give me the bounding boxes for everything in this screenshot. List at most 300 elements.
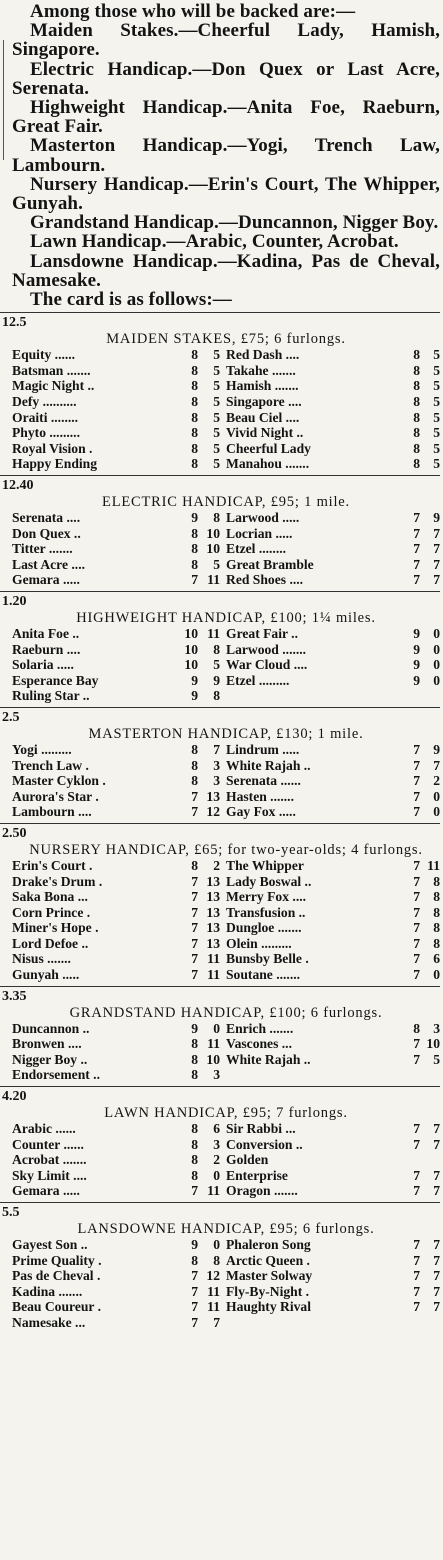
horse-entry — [12, 758, 226, 774]
horse-entry — [12, 1183, 226, 1199]
horse-entry — [226, 378, 440, 394]
weight-stone: 8 — [191, 757, 198, 773]
race-time: 12.40 — [2, 478, 34, 493]
entry-row — [12, 1183, 440, 1199]
horse-entry — [12, 789, 226, 805]
tip-paragraph: Electric Handicap.—Don Quex or Last Acre, Serenata. — [12, 58, 440, 99]
horse-name: Sky Limit .... — [12, 1167, 87, 1183]
horse-name: War Cloud .... — [226, 657, 308, 673]
entry-row — [12, 526, 440, 542]
entry-row — [12, 557, 440, 573]
weight-pounds: 2 — [433, 773, 440, 789]
horse-entry — [226, 557, 440, 573]
weight-stone: 7 — [413, 935, 420, 951]
weight-stone: 8 — [191, 773, 198, 789]
horse-name: Golden — [226, 1152, 269, 1168]
horse-name: Raeburn .... — [12, 641, 81, 657]
horse-name: Equity ...... — [12, 347, 76, 363]
weight-stone: 7 — [413, 857, 420, 873]
race — [2, 1202, 440, 1331]
weight-stone — [402, 1067, 420, 1083]
weight-pounds: 3 — [213, 1067, 220, 1083]
weight-pounds: 13 — [206, 889, 220, 905]
weight-stone: 8 — [191, 1136, 198, 1152]
weight-stone: 8 — [191, 1167, 198, 1183]
race-time: 4.20 — [2, 1089, 27, 1105]
horse-entry — [226, 1315, 440, 1331]
horse-name: Bunsby Belle . — [226, 951, 309, 967]
weight-pounds: 11 — [207, 951, 220, 967]
entry-row — [12, 1152, 440, 1168]
horse-entry — [226, 526, 440, 542]
horse-name: Ruling Star .. — [12, 688, 90, 704]
weight-pounds: 6 — [433, 951, 440, 967]
horse-entry — [226, 626, 440, 642]
horse-name: Kadina ....... — [12, 1283, 83, 1299]
horse-name: Lambourn .... — [12, 804, 92, 820]
weight-stone — [402, 1152, 420, 1168]
weight-stone: 8 — [191, 541, 198, 557]
weight-stone: 7 — [413, 967, 420, 983]
horse-entry — [12, 1021, 226, 1037]
entry-row — [12, 1268, 440, 1284]
horse-name: Transfusion .. — [226, 904, 306, 920]
weight-stone: 7 — [413, 741, 420, 757]
weight-stone: 7 — [413, 1136, 420, 1152]
weight-stone: 7 — [413, 1183, 420, 1199]
weight-pounds: 5 — [433, 378, 440, 394]
horse-name: Serenata .... — [12, 510, 81, 525]
horse-name: Great Bramble — [226, 556, 314, 572]
horse-entry — [12, 1067, 226, 1083]
horse-name: Last Acre .... — [12, 556, 85, 572]
horse-name: Counter ...... — [12, 1136, 84, 1152]
weight-stone: 7 — [413, 1051, 420, 1067]
race — [2, 707, 440, 820]
entry-row — [12, 1237, 440, 1253]
horse-name: Arabic ...... — [12, 1121, 76, 1137]
horse-entry — [226, 1152, 440, 1168]
horse-name: Enterprise — [226, 1167, 288, 1183]
race-divider — [0, 1086, 440, 1087]
weight-stone: 8 — [191, 378, 198, 394]
weight-stone: 7 — [191, 920, 198, 936]
weight-stone: 7 — [413, 1268, 420, 1284]
weight-stone: 8 — [191, 1152, 198, 1168]
entry-row — [12, 1299, 440, 1315]
entry-row — [12, 572, 440, 588]
weight-stone: 8 — [191, 440, 198, 456]
entry-row — [12, 742, 440, 758]
column-rule — [3, 40, 4, 160]
weight-pounds: 0 — [433, 625, 440, 641]
horse-name: Red Shoes .... — [226, 572, 304, 588]
horse-name: Hamish ....... — [226, 378, 299, 394]
horse-name: Merry Fox .... — [226, 889, 307, 905]
race-divider — [0, 591, 440, 592]
weight-pounds: 8 — [433, 920, 440, 936]
weight-pounds: 8 — [213, 1252, 220, 1268]
race-time: 3.35 — [2, 988, 27, 1004]
weight-stone: 7 — [413, 510, 420, 525]
race-divider — [0, 1202, 440, 1203]
race-time: 1.20 — [2, 593, 27, 609]
weight-stone: 9 — [191, 688, 198, 704]
weight-pounds: 0 — [433, 967, 440, 983]
horse-entry — [12, 347, 226, 363]
horse-entry — [226, 347, 440, 363]
weight-stone: 7 — [413, 1299, 420, 1315]
weight-pounds: 8 — [433, 873, 440, 889]
horse-name: Happy Ending — [12, 456, 98, 472]
horse-name: Singapore .... — [226, 394, 302, 410]
weight-stone: 7 — [191, 572, 198, 588]
weight-pounds: 13 — [206, 788, 220, 804]
entry-row — [12, 626, 440, 642]
weight-stone: 7 — [191, 1299, 198, 1315]
horse-entry — [12, 642, 226, 658]
tip-paragraph: Highweight Handicap.—Anita Foe, Raeburn, Great Fair. — [12, 97, 440, 138]
horse-entry — [226, 572, 440, 588]
race-time: 2.5 — [2, 709, 20, 725]
horse-name: Lord Defoe .. — [12, 935, 89, 951]
race-title: GRANDSTAND HANDICAP, £100; 6 furlongs. — [69, 1004, 383, 1021]
weight-pounds: 0 — [213, 1237, 220, 1252]
weight-pounds: 11 — [207, 1299, 220, 1315]
race-title: ELECTRIC HANDICAP, £95; 1 mile. — [102, 494, 350, 510]
weight-stone: 7 — [191, 788, 198, 804]
horse-entry — [12, 410, 226, 426]
horse-name: Nigger Boy .. — [12, 1051, 88, 1067]
weight-pounds: 3 — [213, 773, 220, 789]
weight-stone: 7 — [413, 541, 420, 557]
horse-name: Drake's Drum . — [12, 873, 103, 889]
race-divider — [0, 823, 440, 824]
horse-entry — [226, 1183, 440, 1199]
horse-name: Takahe ....... — [226, 362, 296, 378]
horse-entry — [226, 920, 440, 936]
weight-stone: 9 — [191, 672, 198, 688]
horse-name: White Rajah .. — [226, 1051, 311, 1067]
horse-name: Master Solway — [226, 1268, 313, 1284]
weight-stone: 7 — [413, 904, 420, 920]
horse-entry — [12, 526, 226, 542]
weight-stone: 8 — [413, 456, 420, 472]
weight-pounds: 7 — [213, 741, 220, 757]
horse-entry — [12, 1253, 226, 1269]
weight-pounds: 2 — [213, 857, 220, 873]
weight-pounds: 7 — [433, 1167, 440, 1183]
horse-entry — [12, 378, 226, 394]
horse-name: Solaria ..... — [12, 657, 74, 673]
weight-pounds: 0 — [433, 804, 440, 820]
weight-pounds: 13 — [206, 904, 220, 920]
weight-stone: 7 — [191, 1314, 198, 1330]
horse-entry — [226, 967, 440, 983]
horse-entry — [12, 889, 226, 905]
weight-pounds: 5 — [433, 409, 440, 425]
horse-name: Defy .......... — [12, 394, 77, 410]
horse-entry — [12, 1121, 226, 1137]
horse-entry — [12, 874, 226, 890]
entry-row — [12, 1137, 440, 1153]
horse-entry — [226, 1036, 440, 1052]
weight-stone: 7 — [413, 525, 420, 541]
horse-entry — [226, 1299, 440, 1315]
horse-name: Phaleron Song — [226, 1237, 311, 1252]
horse-entry — [12, 1152, 226, 1168]
weight-pounds: 5 — [433, 440, 440, 456]
horse-name: Oraiti ........ — [12, 409, 79, 425]
horse-name: Namesake ... — [12, 1314, 86, 1330]
horse-name: Cheerful Lady — [226, 440, 311, 456]
entry-row — [12, 967, 440, 983]
race-title: LANSDOWNE HANDICAP, £95; 6 furlongs. — [77, 1221, 375, 1237]
card-intro: The card is as follows:— — [30, 289, 232, 311]
weight-pounds: 5 — [213, 440, 220, 456]
race-time: 2.50 — [2, 825, 27, 841]
weight-stone: 10 — [184, 657, 198, 673]
horse-name: Vivid Night .. — [226, 425, 304, 441]
weight-stone: 8 — [413, 1020, 420, 1036]
horse-entry — [226, 889, 440, 905]
weight-pounds: 8 — [213, 641, 220, 657]
entry-row — [12, 1121, 440, 1137]
entry-row — [12, 936, 440, 952]
weight-stone: 10 — [184, 641, 198, 657]
weight-stone: 8 — [413, 425, 420, 441]
weight-stone: 7 — [191, 804, 198, 820]
weight-pounds: 7 — [433, 1183, 440, 1199]
entry-row — [12, 688, 440, 704]
weight-stone: 7 — [413, 951, 420, 967]
weight-pounds: 2 — [213, 1152, 220, 1168]
race — [2, 591, 440, 704]
horse-name: Lady Boswal .. — [226, 873, 312, 889]
weight-pounds: 5 — [213, 456, 220, 472]
weight-stone: 7 — [191, 889, 198, 905]
horse-entry — [12, 456, 226, 472]
weight-pounds: 7 — [433, 556, 440, 572]
entry-row — [12, 347, 440, 363]
race-title: HIGHWEIGHT HANDICAP, £100; 1¼ miles. — [76, 609, 376, 626]
horse-name — [226, 688, 402, 704]
weight-pounds: 0 — [433, 657, 440, 673]
weight-stone: 8 — [191, 425, 198, 441]
horse-name: Gemara ..... — [12, 572, 80, 588]
horse-name: Royal Vision . — [12, 440, 93, 456]
horse-name: Beau Ciel .... — [226, 409, 300, 425]
horse-entry — [226, 1052, 440, 1068]
race-divider — [0, 986, 440, 987]
horse-entry — [12, 951, 226, 967]
horse-name: Corn Prince . — [12, 904, 91, 920]
weight-stone: 7 — [413, 1167, 420, 1183]
weight-pounds: 13 — [206, 935, 220, 951]
weight-stone: 7 — [413, 1237, 420, 1252]
weight-pounds: 5 — [213, 425, 220, 441]
weight-stone: 7 — [191, 1268, 198, 1284]
weight-pounds: 8 — [433, 935, 440, 951]
horse-name: Duncannon .. — [12, 1020, 90, 1036]
race-title: MASTERTON HANDICAP, £130; 1 mile. — [88, 725, 364, 742]
weight-stone: 8 — [191, 1252, 198, 1268]
horse-name: Olein ......... — [226, 935, 292, 951]
entry-row — [12, 378, 440, 394]
horse-name: Fly-By-Night . — [226, 1283, 310, 1299]
horse-name: Endorsement .. — [12, 1067, 100, 1083]
horse-entry — [226, 456, 440, 472]
weight-pounds: 9 — [213, 672, 220, 688]
weight-pounds: 8 — [433, 889, 440, 905]
weight-stone: 8 — [191, 362, 198, 378]
horse-name: White Rajah .. — [226, 757, 311, 773]
horse-entry — [12, 1036, 226, 1052]
horse-name: Phyto ......... — [12, 425, 80, 441]
weight-pounds: 5 — [213, 409, 220, 425]
horse-entry — [226, 1168, 440, 1184]
race-time: 12.5 — [2, 315, 27, 331]
race-divider — [0, 707, 440, 708]
weight-stone: 7 — [413, 889, 420, 905]
weight-pounds: 5 — [433, 456, 440, 472]
weight-stone — [402, 688, 420, 704]
horse-entry — [226, 1021, 440, 1037]
weight-pounds — [420, 1315, 440, 1331]
weight-stone: 7 — [413, 1036, 420, 1052]
entry-row — [12, 541, 440, 557]
horse-entry — [226, 363, 440, 379]
horse-entry — [12, 425, 226, 441]
weight-pounds: 13 — [206, 920, 220, 936]
horse-name — [226, 1067, 402, 1083]
race-time: 5.5 — [2, 1205, 20, 1220]
horse-entry — [12, 920, 226, 936]
weight-stone: 7 — [413, 1283, 420, 1299]
entry-row — [12, 920, 440, 936]
weight-pounds: 5 — [213, 347, 220, 363]
horse-name: Sir Rabbi ... — [226, 1121, 296, 1137]
weight-pounds: 13 — [206, 873, 220, 889]
entry-row — [12, 510, 440, 526]
weight-stone: 10 — [184, 625, 198, 641]
horse-entry — [226, 1253, 440, 1269]
weight-pounds: 10 — [426, 1036, 440, 1052]
weight-pounds: 5 — [213, 394, 220, 410]
weight-stone: 7 — [413, 757, 420, 773]
weight-pounds: 7 — [433, 525, 440, 541]
weight-pounds: 3 — [433, 1020, 440, 1036]
entry-row — [12, 410, 440, 426]
race-title: MAIDEN STAKES, £75; 6 furlongs. — [106, 331, 346, 348]
weight-pounds: 8 — [213, 510, 220, 525]
weight-pounds: 5 — [213, 362, 220, 378]
horse-name: Batsman ....... — [12, 362, 91, 378]
tip-paragraph: Masterton Handicap.—Yogi, Trench Law, Lambourn. — [12, 135, 440, 176]
horse-name: Saka Bona ... — [12, 889, 88, 905]
weight-pounds: 11 — [207, 572, 220, 588]
entry-row — [12, 804, 440, 820]
horse-entry — [12, 1268, 226, 1284]
horse-name: Magic Night .. — [12, 378, 95, 394]
horse-entry — [226, 804, 440, 820]
weight-stone: 8 — [191, 741, 198, 757]
entry-row — [12, 858, 440, 874]
weight-stone: 8 — [191, 1036, 198, 1052]
horse-name: Etzel ......... — [226, 672, 290, 688]
horse-entry — [226, 773, 440, 789]
horse-entry — [12, 1299, 226, 1315]
horse-name: Gunyah ..... — [12, 967, 80, 983]
horse-name: Bronwen .... — [12, 1036, 82, 1052]
horse-name: Acrobat ....... — [12, 1152, 87, 1168]
horse-name: Conversion .. — [226, 1136, 303, 1152]
horse-name: Trench Law . — [12, 757, 89, 773]
weight-pounds: 5 — [213, 657, 220, 673]
weight-stone: 7 — [191, 873, 198, 889]
weight-pounds: 5 — [433, 1051, 440, 1067]
horse-entry — [12, 1315, 226, 1331]
horse-name: Dungloe ....... — [226, 920, 302, 936]
weight-stone: 7 — [191, 935, 198, 951]
entry-row — [12, 1284, 440, 1300]
horse-entry — [226, 1237, 440, 1253]
horse-name: Titter ....... — [12, 541, 73, 557]
weight-stone: 7 — [413, 572, 420, 588]
horse-entry — [226, 1268, 440, 1284]
horse-entry — [226, 874, 440, 890]
weight-stone: 8 — [413, 347, 420, 363]
race-title: NURSERY HANDICAP, £65; for two-year-olds; 4 furlongs. — [29, 841, 423, 858]
weight-pounds: 5 — [433, 347, 440, 363]
weight-stone: 8 — [191, 1051, 198, 1067]
weight-pounds: 11 — [207, 967, 220, 983]
weight-pounds: 11 — [207, 625, 220, 641]
race — [2, 986, 440, 1083]
horse-name: Prime Quality . — [12, 1252, 102, 1268]
race — [2, 1086, 440, 1199]
entry-row — [12, 951, 440, 967]
weight-pounds: 3 — [213, 757, 220, 773]
horse-entry — [12, 905, 226, 921]
weight-stone — [402, 1315, 420, 1331]
horse-name: Nisus ....... — [12, 951, 71, 967]
horse-name: Master Cyklon . — [12, 773, 106, 789]
entry-row — [12, 1168, 440, 1184]
entry-row — [12, 874, 440, 890]
horse-entry — [12, 688, 226, 704]
tips-list — [12, 21, 440, 290]
weight-pounds: 12 — [206, 804, 220, 820]
horse-name: Aurora's Star . — [12, 788, 99, 804]
weight-stone: 9 — [413, 672, 420, 688]
horse-name: Gay Fox ..... — [226, 804, 296, 820]
weight-stone: 8 — [191, 394, 198, 410]
horse-entry — [12, 1168, 226, 1184]
entry-row — [12, 889, 440, 905]
horse-entry — [12, 1137, 226, 1153]
horse-entry — [12, 394, 226, 410]
race-divider — [0, 475, 440, 476]
horse-name: Don Quex .. — [12, 525, 81, 541]
entry-row — [12, 905, 440, 921]
weight-pounds: 10 — [206, 541, 220, 557]
weight-stone: 7 — [413, 1252, 420, 1268]
weight-stone: 8 — [413, 440, 420, 456]
horse-entry — [12, 1284, 226, 1300]
horse-name: Pas de Cheval . — [12, 1268, 101, 1284]
horse-name: The Whipper — [226, 857, 304, 873]
